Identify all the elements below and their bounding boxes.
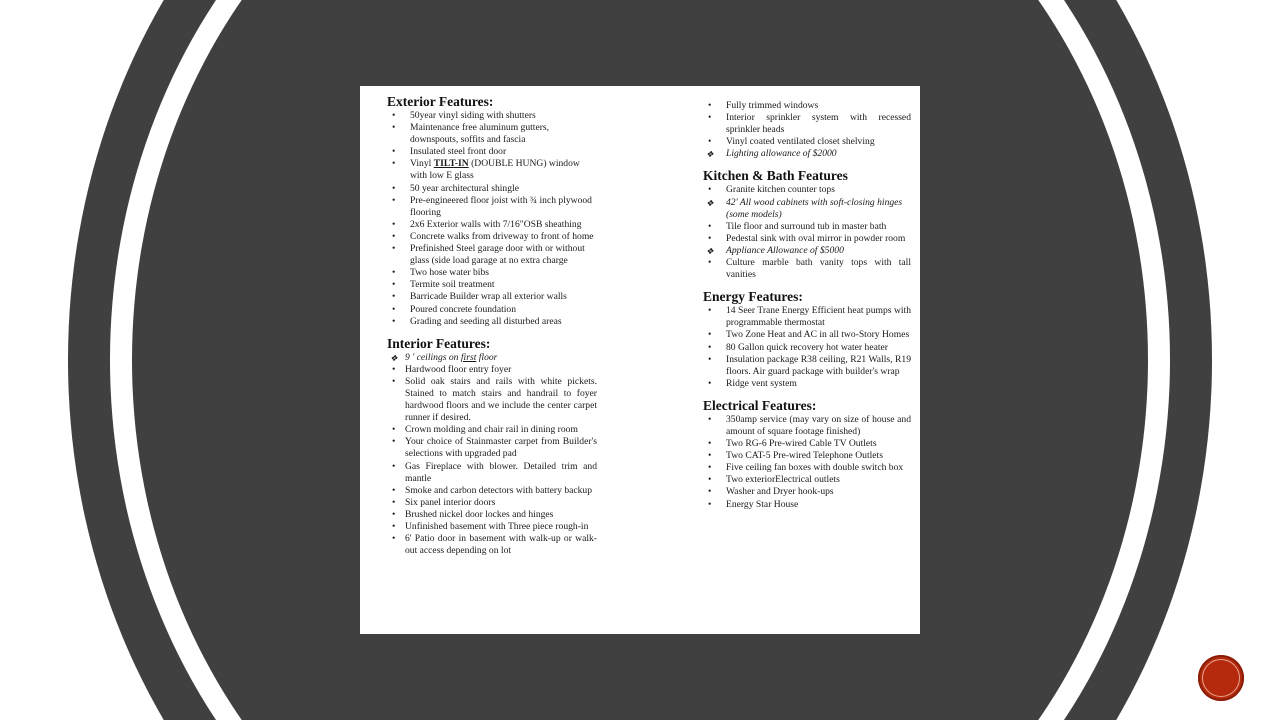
list-item: • Grading and seeding all disturbed areas	[387, 316, 597, 328]
list-item	[387, 352, 597, 364]
energy-features-list	[703, 305, 911, 390]
section-gap	[387, 328, 597, 336]
exterior-features-list	[387, 110, 597, 328]
window-prefix: Vinyl	[410, 158, 434, 170]
list-item: • Concrete walks from driveway to front of home	[387, 231, 597, 243]
list-item: • Termite soil treatment	[387, 279, 597, 291]
interior-features-heading: Interior Features:	[387, 335, 491, 351]
interior-continued-list	[703, 100, 911, 160]
list-item: • 14 Seer Trane Energy Efficient heat pumps with programmable thermostat	[703, 305, 911, 329]
list-item: • Tile floor and surround tub in master bath	[703, 221, 911, 233]
ceiling-suffix: floor	[476, 351, 498, 363]
list-item: • Brushed nickel door lockes and hinges	[387, 509, 597, 521]
ceiling-prefix: 9 ' ceilings on	[405, 351, 461, 363]
section-gap	[703, 160, 911, 168]
list-item: • 50year vinyl siding with shutters	[387, 110, 597, 122]
list-item: • 6' Patio door in basement with walk-up or walk-out access depending on lot	[387, 533, 597, 557]
list-item: • 50 year architectural shingle	[387, 183, 597, 195]
interior-features-list	[387, 352, 597, 558]
list-item: • Ridge vent system	[703, 378, 911, 390]
ceiling-underlined: first	[460, 351, 477, 363]
list-item: ❖ Lighting allowance of $2000	[703, 148, 911, 160]
list-item: • Six panel interior doors	[387, 497, 597, 509]
list-item: • Five ceiling fan boxes with double switch box	[703, 462, 911, 474]
window-bold: TILT-IN	[433, 158, 469, 170]
list-item: • Pre-engineered floor joist with ¾ inch plywood flooring	[387, 195, 597, 219]
list-item: • Culture marble bath vanity tops with tall vanities	[703, 257, 911, 281]
window-suffix: (DOUBLE HUNG) window	[468, 158, 580, 170]
list-item: • Solid oak stairs and rails with white pickets. Stained to match stairs and handrail to foyer hardwood floors and we include the center carpet runner if desired.	[387, 376, 597, 424]
list-item: • Hardwood floor entry foyer	[387, 364, 597, 376]
list-item: • Gas Fireplace with blower. Detailed trim and mantle	[387, 461, 597, 485]
list-item: • Pedestal sink with oval mirror in powder room	[703, 233, 911, 245]
list-item: • Poured concrete foundation	[387, 304, 597, 316]
list-item: • Barricade Builder wrap all exterior walls	[387, 291, 597, 303]
list-item: • 350amp service (may vary on size of house and amount of square footage finished)	[703, 414, 911, 438]
features-document	[360, 86, 920, 634]
energy-features-heading: Energy Features:	[703, 289, 803, 305]
kitchen-bath-list	[703, 184, 911, 281]
button-ring-icon	[1202, 659, 1240, 697]
list-item: • Insulated steel front door	[387, 146, 597, 158]
list-item: • Granite kitchen counter tops	[703, 184, 911, 196]
list-item: • Two hose water bibs	[387, 267, 597, 279]
list-item: • Prefinished Steel garage door with or without glass (side load garage at no extra charge	[387, 243, 597, 267]
list-item: • Crown molding and chair rail in dining room	[387, 424, 597, 436]
section-gap	[703, 281, 911, 289]
list-item: • Two exteriorElectrical outlets	[703, 474, 911, 486]
list-item: • Two RG-6 Pre-wired Cable TV Outlets	[703, 438, 911, 450]
left-column	[387, 94, 597, 557]
section-gap	[703, 390, 911, 398]
list-item: • Washer and Dryer hook-ups	[703, 486, 911, 498]
list-item: • Fully trimmed windows	[703, 100, 911, 112]
list-item: • Energy Star House	[703, 499, 911, 511]
list-item: • 80 Gallon quick recovery hot water heater	[703, 342, 911, 354]
exterior-features-heading: Exterior Features:	[387, 94, 494, 109]
list-item: • Interior sprinkler system with recessed sprinkler heads	[703, 112, 911, 136]
list-item: • Unfinished basement with Three piece rough-in	[387, 521, 597, 533]
list-item: ❖ Appliance Allowance of $5000	[703, 245, 911, 257]
list-item: • Insulation package R38 ceiling, R21 Walls, R19 floors. Air guard package with builder's wrap	[703, 354, 911, 378]
next-slide-button[interactable]	[1198, 655, 1244, 701]
list-item: • 2x6 Exterior walls with 7/16"OSB sheathing	[387, 219, 597, 231]
list-item: • Vinyl coated ventilated closet shelving	[703, 136, 911, 148]
kitchen-bath-heading: Kitchen & Bath Features	[703, 168, 848, 184]
list-item: • Your choice of Stainmaster carpet from Builder's selections with upgraded pad	[387, 436, 597, 460]
window-continuation: with low E glass	[410, 170, 474, 182]
list-item: • Smoke and carbon detectors with battery backup	[387, 485, 597, 497]
right-column	[703, 100, 911, 511]
list-item: • Two Zone Heat and AC in all two-Story Homes	[703, 329, 911, 341]
electrical-features-heading: Electrical Features:	[703, 397, 817, 413]
list-item: • Maintenance free aluminum gutters, downspouts, soffits and fascia	[387, 122, 597, 146]
list-item	[387, 158, 597, 182]
list-item: ❖ 42' All wood cabinets with soft-closing hinges (some models)	[703, 197, 911, 221]
list-item: • Two CAT-5 Pre-wired Telephone Outlets	[703, 450, 911, 462]
electrical-features-list	[703, 414, 911, 511]
